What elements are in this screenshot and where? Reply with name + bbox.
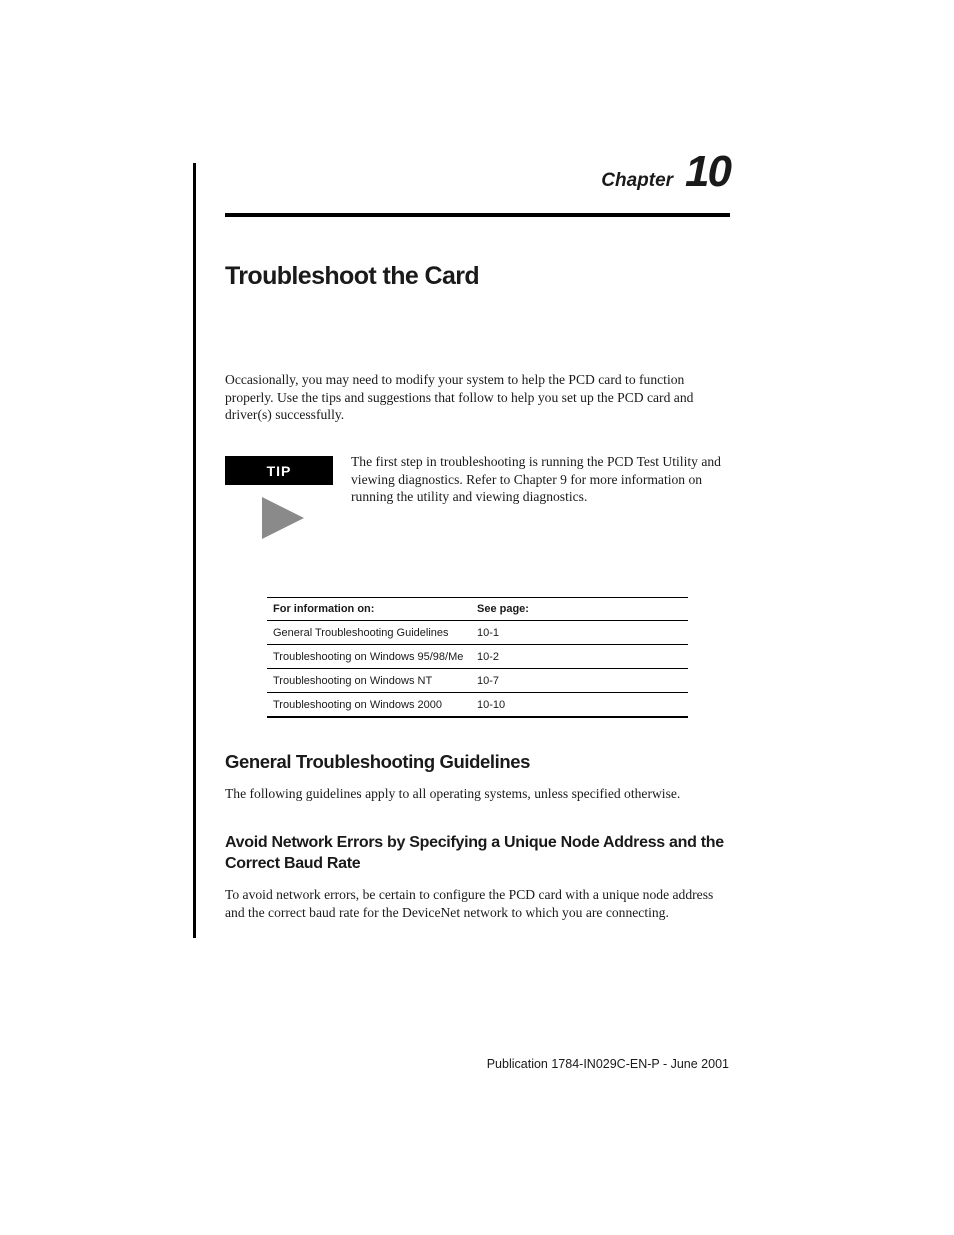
toc-page: 10-7 <box>471 669 688 693</box>
toc-page: 10-2 <box>471 645 688 669</box>
subsection-paragraph: To avoid network errors, be certain to configure the PCD card with a unique node address and the correct baud rate for the DeviceNet network to which you are connecting. <box>225 887 714 920</box>
table-row <box>267 669 688 693</box>
subsection-heading: Avoid Network Errors by Specifying a Unique Node Address and the Correct Baud Rate <box>225 834 724 872</box>
toc-header-row <box>267 598 688 621</box>
tip-text: The first step in troubleshooting is running the PCD Test Utility and viewing diagnostics. Refer to Chapter 9 for more information on running the utility and viewing diagnostics. <box>351 454 721 504</box>
publication-footer: Publication 1784-IN029C-EN-P - June 2001 <box>486 1057 729 1071</box>
table-row <box>267 645 688 669</box>
toc-page: 10-1 <box>471 621 688 645</box>
intro-paragraph: Occasionally, you may need to modify your system to help the PCD card to function properly. Use the tips and suggestions that follow to help you set up the PCD card and driver(s) successfully. <box>225 372 694 422</box>
tip-badge: TIP <box>225 456 333 485</box>
toc-header-page: See page: <box>471 598 688 621</box>
toc-topic: General Troubleshooting Guidelines <box>267 621 471 645</box>
toc-topic: Troubleshooting on Windows NT <box>267 669 471 693</box>
section-heading: General Troubleshooting Guidelines <box>225 751 531 772</box>
chapter-number: 10 <box>685 147 730 196</box>
toc-topic: Troubleshooting on Windows 95/98/Me <box>267 645 471 669</box>
table-row <box>267 693 688 718</box>
chapter-rule <box>225 213 730 217</box>
chapter-heading <box>601 147 730 196</box>
margin-rule <box>193 163 196 938</box>
section-paragraph: The following guidelines apply to all operating systems, unless specified otherwise. <box>225 786 681 801</box>
toc-table <box>267 597 688 718</box>
chapter-label: Chapter <box>601 170 674 191</box>
table-row <box>267 621 688 645</box>
page-title: Troubleshoot the Card <box>225 262 480 290</box>
toc-header-topic: For information on: <box>267 598 471 621</box>
tip-arrow-icon <box>262 497 304 539</box>
toc-topic: Troubleshooting on Windows 2000 <box>267 693 471 718</box>
toc-page: 10-10 <box>471 693 688 718</box>
